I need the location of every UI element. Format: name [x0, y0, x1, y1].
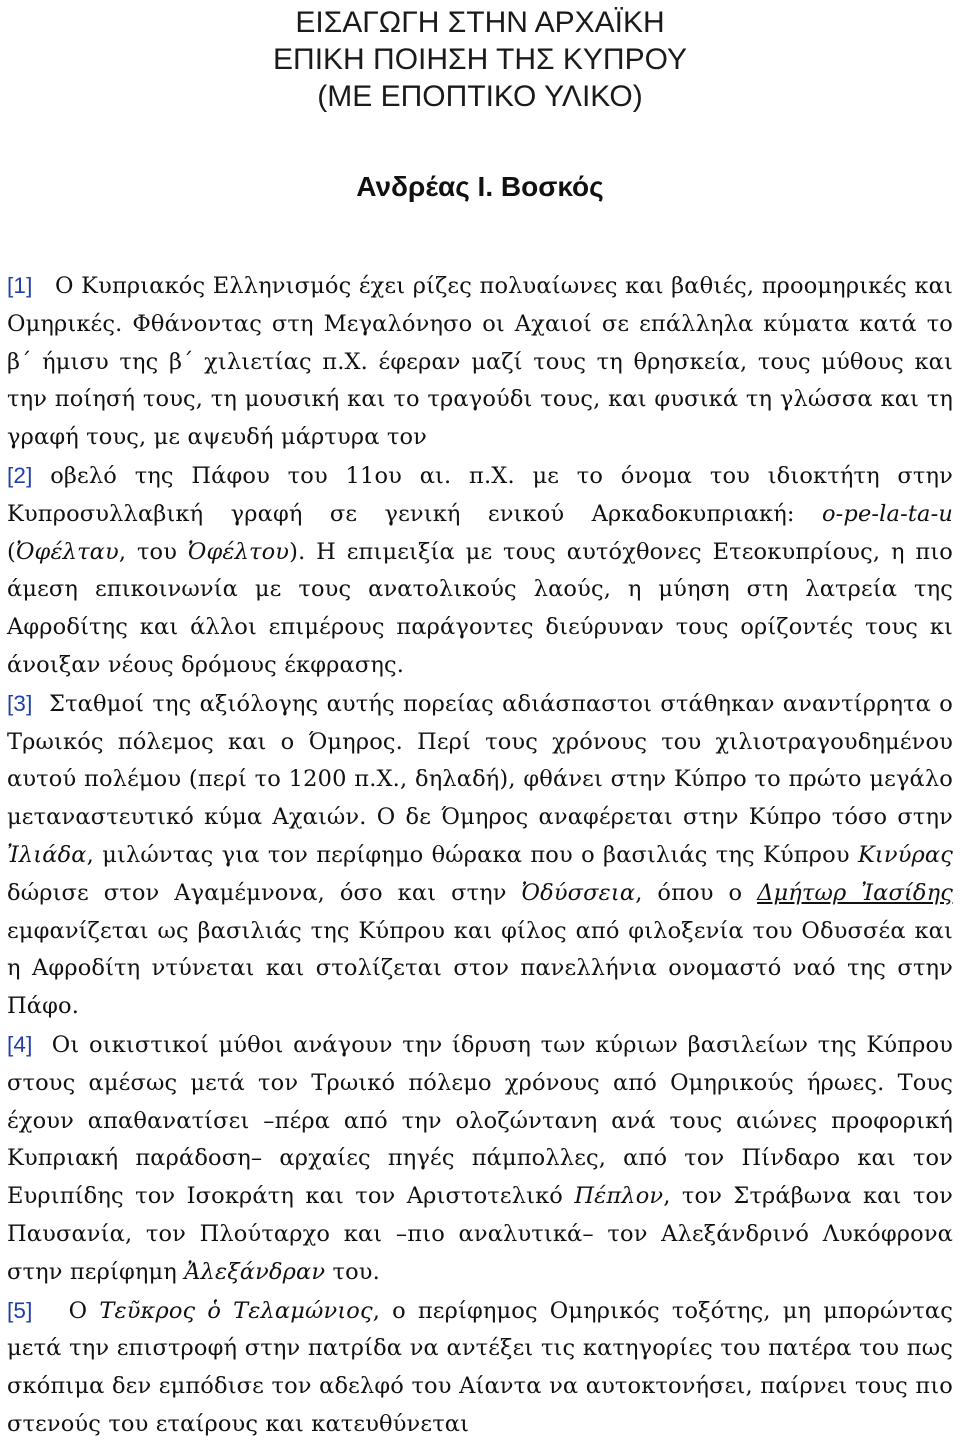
italic-word: Ὀφέλτου: [187, 538, 290, 565]
italic-name: Τεῦκρος ὁ Τελαμώνιος: [99, 1297, 373, 1324]
italic-work-title: Ἰλιάδα: [7, 841, 87, 868]
italic-work-title: Ἀλεξάνδραν: [184, 1258, 326, 1285]
paragraph-text: Οι οικιστικοί μύθοι ανάγουν την ίδρυση των κύριων βασιλείων της Κύπρου στους αμέσως μετά τον Τρωικό πόλεμο χρόνους από Ομηρικούς ήρωες. Τους έχουν απαθανατίσει –πέρα από την ολοζώντανη ανά τους αιώνες προφορική Κυπριακή παράδοση– αρχαίες πηγές πάμπολλες, από τον Πίνδαρο και τον Ευριπίδης τον Ισοκράτη και τον Αριστοτελικό: [7, 1031, 954, 1210]
paragraph-text: εμφανίζεται ως βασιλιάς της Κύπρου και φίλος από φιλοξενία του Οδυσσέα και η Αφροδίτη ντύνεται και στολίζεται στον πανελλήνια ονομαστό ναό της στην Πάφο.: [7, 917, 953, 1020]
paragraph-text: (: [7, 538, 16, 565]
paragraph-number: [5]: [7, 1297, 33, 1323]
italic-word: Ὀφέλταυ: [15, 538, 119, 565]
paragraph-number: [4]: [7, 1031, 33, 1057]
paragraph-text: , όπου ο: [635, 879, 758, 906]
paragraph-number: [2]: [7, 462, 33, 488]
paragraph-text: Σταθμοί της αξιόλογης αυτής πορείας αδιάσπαστοι στάθηκαν αναντίρρητα ο Τρωικός πόλεμος και ο Όμηρος. Περί τους χρόνους του χιλιοτραγουδημένου αυτού πολέμου (περί το 1200 π.Χ., δηλαδή), φθάνει στην Κύπρο το πρώτο μεγάλο μεταναστευτικό κύμα Αχαιών. Ο δε Όμηρος αναφέρεται στην Κύπρο τόσο στην: [7, 690, 953, 831]
paragraph-number: [3]: [7, 690, 33, 716]
paragraph-text: Ο: [68, 1297, 100, 1324]
italic-name: Δμήτωρ Ἰασίδης: [757, 879, 954, 906]
italic-work-title: Ὀδύσσεια: [521, 879, 636, 906]
paragraph-5: [7, 1292, 953, 1444]
paragraph-text: οβελό της Πάφου του 11ου αι. π.Χ. με το όνομα του ιδιοκτήτη στην Κυπροσυλλαβική γραφή σε γενική ενικού Αρκαδοκυπριακή:: [7, 462, 953, 527]
italic-name: Κινύρας: [857, 841, 953, 868]
paragraph-text: , τον Στράβωνα και τον Παυσανία, τον Πλούταρχο και –πιο αναλυτικά– τον Αλεξάνδρινό Λυκόφρονα στην περίφημη: [7, 1183, 953, 1285]
paragraph-1: [7, 267, 953, 457]
italic-work-title: Πέπλον: [574, 1183, 664, 1210]
title-line-3: (ΜΕ ΕΠΟΠΤΙΚΟ ΥΛΙΚΟ): [317, 80, 643, 113]
paragraph-number: [1]: [7, 273, 33, 298]
paragraph-3: [7, 685, 953, 1026]
title-line-2: ΕΠΙΚΗ ΠΟΙΗΣΗ ΤΗΣ ΚΥΠΡΟΥ: [273, 43, 687, 76]
document-title: [7, 0, 953, 115]
paragraph-2: [7, 457, 953, 685]
paragraph-text: , μιλώντας για τον περίφημο θώρακα που ο βασιλιάς της Κύπρου: [86, 841, 858, 868]
paragraph-4: [7, 1026, 953, 1292]
italic-transliteration: o-pe-la-ta-u: [821, 500, 953, 527]
paragraph-text: , του: [118, 538, 188, 565]
title-line-1: ΕΙΣΑΓΩΓΗ ΣΤΗΝ ΑΡΧΑΪΚΗ: [295, 6, 665, 39]
paragraph-text: ). Η επιμειξία με τους αυτόχθονες Ετεοκυπρίους, η πιο άμεση επικοινωνία με τους ανατολικούς λαούς, η μύηση στη λατρεία της Αφροδίτης και άλλοι επιμέρους παράγοντες διεύρυναν τους ορίζοντές τους κι άνοιξαν νέους δρόμους έκφρασης.: [7, 538, 953, 678]
author-name: Ανδρέας Ι. Βοσκός: [356, 171, 604, 202]
paragraph-text: Ο Κυπριακός Ελληνισμός έχει ρίζες πολυαίωνες και βαθιές, προομηρικές και Ομηρικές. Φθάνοντας στη Μεγαλόνησο οι Αχαιοί σε επάλληλα κύματα κατά το β΄ ήμισυ της β΄ χιλιετίας π.Χ. έφεραν μαζί τους τη θρησκεία, τους μύθους και την ποίησή τους, τη μουσική και το τραγούδι τους, και φυσικά τη γλώσσα και τη γραφή τους, με αψευδή μάρτυρα τον: [7, 273, 953, 451]
paragraph-text: , ο περίφημος Ομηρικός τοξότης, μη μπορώντας μετά την επιστροφή στην πατρίδα να αντέξει τις κατηγορίες του πατέρα του πως σκόπιμα δεν εμπόδισε τον αδελφό του Αίαντα να αυτοκτονήσει, παίρνει τους πιο στενούς του εταίρους και κατευθύνεται: [7, 1297, 953, 1437]
paragraph-text: δώρισε στον Αγαμέμνονα, όσο και στην: [7, 879, 522, 906]
paragraph-text: του.: [325, 1258, 380, 1285]
